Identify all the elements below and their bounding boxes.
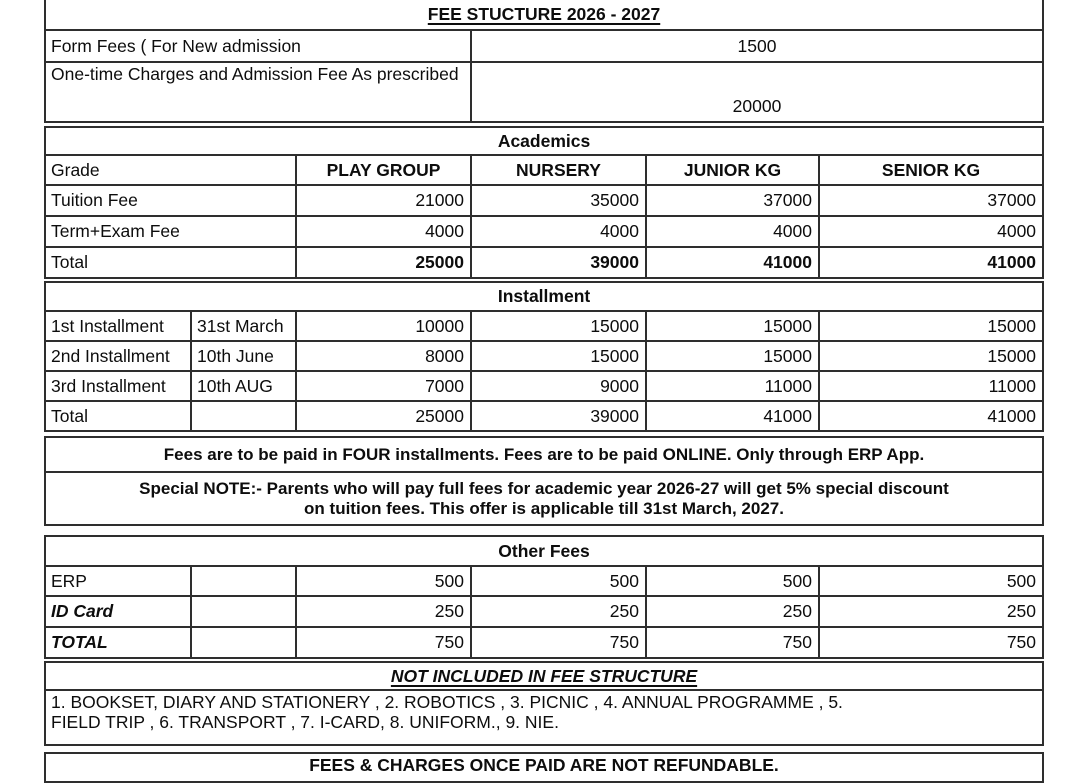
installment-value-cell: 15000 [819, 341, 1043, 371]
total-value-cell: 39000 [471, 247, 646, 278]
notes-section [44, 436, 1044, 526]
installment-value-cell: 41000 [819, 401, 1043, 431]
tuition-fee-row [45, 185, 1043, 216]
row-label: Term+Exam Fee [45, 216, 296, 247]
not-included-header-cell [45, 662, 1043, 690]
installment-value-cell: 15000 [646, 311, 819, 341]
fee-value-cell: 500 [296, 566, 471, 596]
form-fees-label: Form Fees ( For New admission [45, 30, 471, 62]
row-label: ID Card [45, 596, 191, 627]
academics-section-header: Academics [45, 127, 1043, 155]
special-note-line-2: on tuition fees. This offer is applicable till 31st March, 2027. [304, 498, 784, 518]
not-included-line-1: 1. BOOKSET, DIARY AND STATIONERY , 2. ROBOTICS , 3. PICNIC , 4. ANNUAL PROGRAMME , 5. [51, 692, 843, 712]
row-label: TOTAL [45, 627, 191, 658]
row-label: ERP [45, 566, 191, 596]
empty-cell [191, 596, 296, 627]
grade-header-cell: Grade [45, 155, 296, 185]
installment-label: 1st Installment [45, 311, 191, 341]
other-fees-total-row [45, 627, 1043, 658]
not-included-header: NOT INCLUDED IN FEE STRUCTURE [390, 665, 698, 686]
fee-value-cell: 4000 [646, 216, 819, 247]
installment-table [44, 281, 1044, 432]
column-header-play-group: PLAY GROUP [296, 155, 471, 185]
installment-total-row [45, 401, 1043, 431]
installment-row-1 [45, 311, 1043, 341]
not-included-items [45, 690, 1043, 745]
fee-value-cell: 4000 [819, 216, 1043, 247]
fee-value-cell: 21000 [296, 185, 471, 216]
installment-value-cell: 15000 [471, 341, 646, 371]
one-time-charges-value: 20000 [471, 62, 1043, 122]
fee-value-cell: 37000 [819, 185, 1043, 216]
special-note [45, 472, 1043, 525]
id-card-fee-row [45, 596, 1043, 627]
fee-value-cell: 250 [646, 596, 819, 627]
empty-cell [191, 566, 296, 596]
fee-value-cell: 4000 [471, 216, 646, 247]
fee-value-cell: 500 [646, 566, 819, 596]
fee-value-cell: 750 [296, 627, 471, 658]
empty-cell [191, 627, 296, 658]
installment-value-cell: 39000 [471, 401, 646, 431]
other-fees-section-header: Other Fees [45, 536, 1043, 566]
installment-value-cell: 15000 [471, 311, 646, 341]
fee-value-cell: 4000 [296, 216, 471, 247]
other-fees-table [44, 535, 1044, 659]
installment-value-cell: 8000 [296, 341, 471, 371]
document-title: FEE STUCTURE 2026 - 2027 [427, 4, 661, 25]
installment-label: 2nd Installment [45, 341, 191, 371]
document-title-cell [45, 0, 1043, 30]
row-label: Total [45, 247, 296, 278]
refund-note: FEES & CHARGES ONCE PAID ARE NOT REFUNDABLE. [45, 753, 1043, 782]
total-value-cell: 41000 [646, 247, 819, 278]
fee-value-cell: 750 [819, 627, 1043, 658]
form-fees-value: 1500 [471, 30, 1043, 62]
refund-note-table [44, 752, 1044, 783]
payment-note: Fees are to be paid in FOUR installments. Fees are to be paid ONLINE. Only through ERP App. [45, 437, 1043, 472]
academics-table [44, 126, 1044, 279]
fee-value-cell: 750 [471, 627, 646, 658]
academics-total-row [45, 247, 1043, 278]
installment-value-cell: 9000 [471, 371, 646, 401]
fee-value-cell: 35000 [471, 185, 646, 216]
one-time-charges-label: One-time Charges and Admission Fee As prescribed [45, 62, 471, 122]
installment-value-cell: 15000 [819, 311, 1043, 341]
fee-value-cell: 500 [471, 566, 646, 596]
not-included-line-2: FIELD TRIP , 6. TRANSPORT , 7. I-CARD, 8. UNIFORM., 9. NIE. [51, 712, 559, 733]
fee-value-cell: 250 [296, 596, 471, 627]
installment-value-cell: 11000 [646, 371, 819, 401]
row-label: Tuition Fee [45, 185, 296, 216]
column-header-senior-kg: SENIOR KG [819, 155, 1043, 185]
fee-value-cell: 37000 [646, 185, 819, 216]
fee-value-cell: 500 [819, 566, 1043, 596]
empty-cell [191, 401, 296, 431]
installment-due-date: 10th June [191, 341, 296, 371]
installment-row-2 [45, 341, 1043, 371]
column-header-nursery: NURSERY [471, 155, 646, 185]
installment-label: Total [45, 401, 191, 431]
special-note-line-1: Special NOTE:- Parents who will pay full fees for academic year 2026-27 will get 5% special discount [139, 478, 949, 498]
installment-row-3 [45, 371, 1043, 401]
installment-section-header: Installment [45, 282, 1043, 311]
installment-label: 3rd Installment [45, 371, 191, 401]
fee-value-cell: 250 [819, 596, 1043, 627]
total-value-cell: 41000 [819, 247, 1043, 278]
fee-value-cell: 750 [646, 627, 819, 658]
term-exam-fee-row [45, 216, 1043, 247]
fee-value-cell: 250 [471, 596, 646, 627]
admission-fees-table [44, 0, 1044, 123]
installment-due-date: 10th AUG [191, 371, 296, 401]
installment-value-cell: 7000 [296, 371, 471, 401]
installment-value-cell: 10000 [296, 311, 471, 341]
installment-due-date: 31st March [191, 311, 296, 341]
total-value-cell: 25000 [296, 247, 471, 278]
installment-value-cell: 11000 [819, 371, 1043, 401]
erp-fee-row [45, 566, 1043, 596]
installment-value-cell: 25000 [296, 401, 471, 431]
installment-value-cell: 41000 [646, 401, 819, 431]
column-header-junior-kg: JUNIOR KG [646, 155, 819, 185]
installment-value-cell: 15000 [646, 341, 819, 371]
not-included-section [44, 661, 1044, 746]
